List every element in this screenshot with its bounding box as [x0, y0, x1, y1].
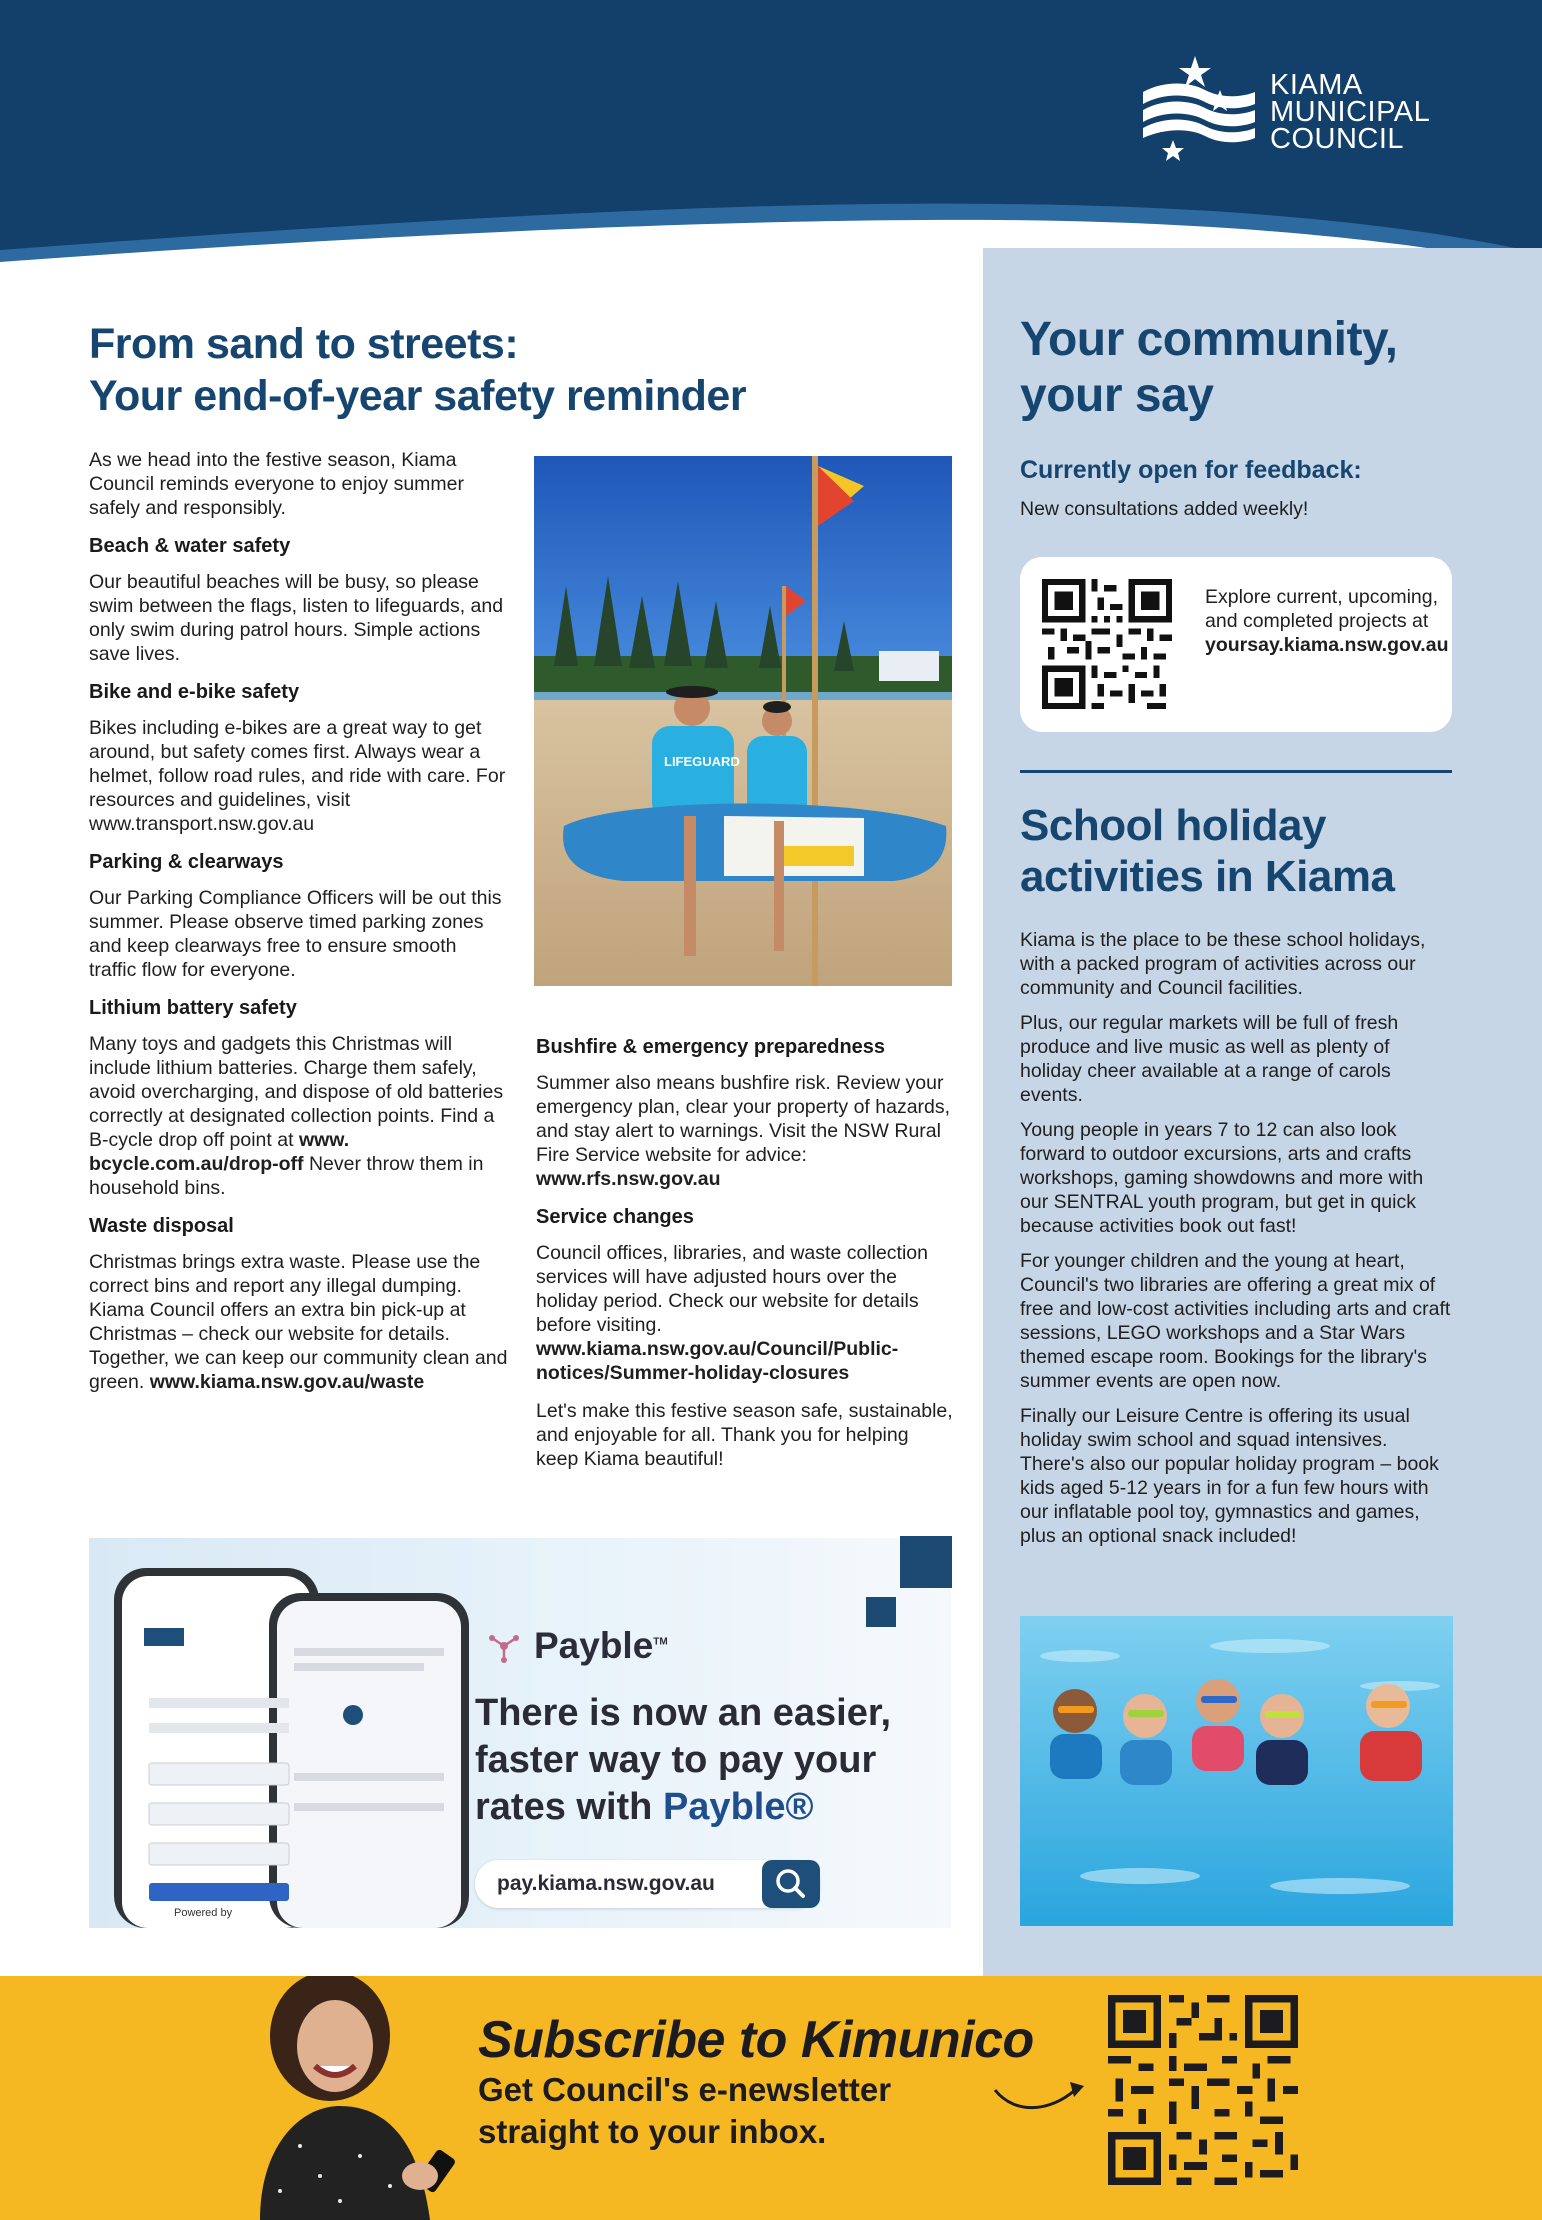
woman-with-phone-photo — [220, 1976, 490, 2220]
holiday-text — [1020, 928, 1455, 1559]
article-title — [89, 318, 889, 422]
lifeguards-beach-photo — [534, 456, 952, 986]
photo-label: LIFEGUARD — [664, 754, 740, 769]
section-divider — [1020, 770, 1452, 773]
article-title-line: From sand to streets: — [89, 320, 519, 368]
kids-pool-illustration — [1020, 1616, 1453, 1926]
kimunico-qr-code-icon[interactable] — [1108, 1995, 1298, 2185]
section-body: Our Parking Compliance Officers will be out this summer. Please observe timed parking zones and keep clearways free to ensure smooth traffic flow for everyone. — [89, 887, 502, 981]
section-heading: Lithium battery safety — [89, 997, 297, 1019]
payble-headline-accent: Payble® — [662, 1786, 814, 1828]
section-body-text: Never throw them in household bins. — [89, 1153, 484, 1199]
rfs-link[interactable]: www.rfs.nsw.gov.au — [536, 1168, 721, 1190]
payble-headline-text: There is now an easier, faster way to pay your rates with — [475, 1692, 892, 1828]
section-heading: Waste disposal — [89, 1215, 234, 1237]
payble-search-button[interactable] — [762, 1860, 820, 1908]
logo-line: COUNCIL — [1270, 123, 1405, 155]
section-body: Bikes including e-bikes are a great way to get around, but safety comes first. Always wear a helmet, follow road rules, and ride with care. For resources and guidelines, visit www.transport.nsw.gov.au — [89, 717, 506, 835]
holiday-paragraph: Kiama is the place to be these school holidays, with a packed program of activities across our community and Council facilities. — [1020, 929, 1426, 999]
community-title-line: your say — [1020, 369, 1214, 422]
section-heading: Bushfire & emergency preparedness — [536, 1036, 886, 1058]
yoursay-qr-card[interactable] — [1020, 557, 1452, 732]
section-heading: Beach & water safety — [89, 535, 291, 557]
section-body-text: Many toys and gadgets this Christmas will include lithium batteries. Charge them safely, avoid overcharging, and dispose of old batteries correctly at designated collection points. Find a B-cycle drop off point at — [89, 1033, 504, 1151]
section-body — [536, 1241, 956, 1385]
holiday-title-line: activities in Kiama — [1020, 852, 1395, 901]
yoursay-qr-code-icon — [1042, 579, 1172, 709]
section-heading: Service changes — [536, 1206, 694, 1228]
search-icon — [762, 1860, 820, 1908]
payble-brand — [486, 1625, 668, 1667]
payble-url-field[interactable]: pay.kiama.nsw.gov.au — [475, 1860, 820, 1908]
article-column-right — [536, 1025, 956, 1485]
decorative-square — [866, 1597, 896, 1627]
section-body — [89, 1032, 509, 1200]
feedback-subtitle: Currently open for feedback: — [1020, 456, 1362, 484]
council-logo-mark-icon — [1135, 52, 1265, 167]
phone-powered-by: Powered by — [174, 1907, 233, 1919]
payble-brand-text: Payble — [534, 1625, 654, 1666]
logo-line: MUNICIPAL — [1270, 96, 1431, 128]
holiday-paragraph: Plus, our regular markets will be full of fresh produce and live music as well as plenty of holiday cheer available at a range of carols events. — [1020, 1012, 1399, 1106]
holiday-paragraph: Young people in years 7 to 12 can also look forward to outdoor excursions, arts and crafts workshops, gaming showdowns and more with our SENTRAL youth program, but get in quick because activities book out fast! — [1020, 1119, 1424, 1237]
section-body: Our beautiful beaches will be busy, so please swim between the flags, listen to lifeguards, and only swim during patrol hours. Simple actions save lives. — [89, 571, 504, 665]
yoursay-card-description: Explore current, upcoming, and completed projects at — [1205, 586, 1439, 632]
payble-phones-illustration — [89, 1538, 489, 1928]
holiday-closures-link[interactable]: www.kiama.nsw.gov.au/Council/Public-notices/Summer-holiday-closures — [536, 1338, 899, 1384]
holiday-paragraph: For younger children and the young at heart, Council's two libraries are offering a great mix of free and low-cost activities including arts and craft sessions, LEGO workshops and a Star Wars themed escape room. Bookings for the library's summer events are open now. — [1020, 1250, 1451, 1392]
section-heading: Parking & clearways — [89, 851, 284, 873]
council-logo[interactable] — [1135, 52, 1455, 167]
subscribe-title: Subscribe to Kimunico — [478, 2011, 1034, 2069]
article-title-line: Your end-of-year safety reminder — [89, 372, 747, 420]
section-body-text: Christmas brings extra waste. Please use the correct bins and report any illegal dumping. Kiama Council offers an extra bin pick-up at Christmas – check our website for details. Together, we can keep our community clean and green. — [89, 1251, 508, 1393]
payble-brand-name — [534, 1625, 668, 1667]
bcycle-link[interactable]: www. bcycle.com.au/drop-off — [89, 1129, 350, 1175]
lifeguards-photo-illustration — [534, 456, 952, 986]
article-intro: As we head into the festive season, Kiama Council reminds everyone to enjoy summer safely and responsibly. — [89, 449, 464, 519]
woman-illustration — [220, 1976, 490, 2220]
section-body-text: Council offices, libraries, and waste collection services will have adjusted hours over the holiday period. Check our website for details before visiting. — [536, 1242, 928, 1336]
logo-line: KIAMA — [1270, 69, 1363, 101]
section-body-text: Summer also means bushfire risk. Review your emergency plan, clear your property of hazards, and stay alert to warnings. Visit the NSW Rural Fire Service website for advice: — [536, 1072, 951, 1166]
section-body — [89, 1250, 509, 1394]
yoursay-card-text — [1205, 585, 1449, 657]
section-heading: Bike and e-bike safety — [89, 681, 300, 703]
community-title — [1020, 312, 1520, 424]
decorative-square — [900, 1536, 952, 1588]
community-title-line: Your community, — [1020, 313, 1398, 366]
arrow-right-icon — [990, 2070, 1090, 2120]
article-column-left — [89, 448, 509, 1408]
holiday-title-line: School holiday — [1020, 801, 1326, 850]
section-body — [536, 1071, 956, 1191]
holiday-title — [1020, 800, 1520, 902]
holiday-paragraph: Finally our Leisure Centre is offering its usual holiday swim school and squad intensives. There's also our popular holiday program – book kids aged 5-12 years in for a fun few hours with our inflatable pool toy, gymnastics and games, plus an optional snack included! — [1020, 1405, 1439, 1547]
payble-headline — [475, 1690, 945, 1831]
council-logo-text — [1270, 69, 1431, 155]
article-closing: Let's make this festive season safe, sustainable, and enjoyable for all. Thank you for helping keep Kiama beautiful! — [536, 1400, 953, 1470]
kids-pool-photo — [1020, 1616, 1453, 1926]
feedback-note: New consultations added weekly! — [1020, 498, 1309, 520]
payble-logo-icon — [486, 1628, 522, 1664]
subscribe-line: Get Council's e-newsletter — [478, 2071, 892, 2108]
yoursay-link[interactable]: yoursay.kiama.nsw.gov.au — [1205, 634, 1449, 656]
waste-link[interactable]: www.kiama.nsw.gov.au/waste — [149, 1371, 425, 1393]
subscribe-line: straight to your inbox. — [478, 2113, 827, 2150]
payble-trademark: TM — [653, 1636, 668, 1648]
